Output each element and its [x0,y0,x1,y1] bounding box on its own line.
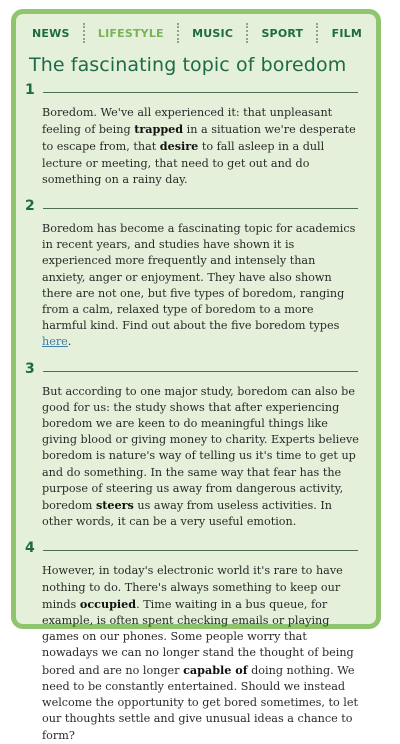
section-rule [43,371,358,372]
nav-item-music[interactable]: MUSIC [192,26,234,40]
section-number: 1 [25,82,35,98]
section-1 [16,80,376,188]
bold-term: occupied [79,596,137,611]
paragraph-text: doing nothing. We need to be constantly entertained. Should we instead welcome the opportunity to get bored sometimes, to let our thoughts settle and give unusual ideas a chance to form? [42,663,358,742]
bold-term: steers [95,498,134,513]
section-paragraph [16,221,376,351]
paragraph-text: However, in today's electronic world it's rare to have nothing to do. There's always something to keep our minds [42,564,343,611]
section-rule [43,92,358,93]
section-number: 2 [25,198,35,215]
nav-separator [246,23,248,43]
nav-item-film[interactable]: FILM [331,26,362,40]
bold-term: desire [159,139,199,154]
section-rule [43,208,358,209]
paragraph-text: us away from useless activities. In other words, it can be a very useful emotion. [42,499,332,529]
bold-term: capable of [183,662,248,677]
section-rule [43,550,358,551]
nav-item-sport[interactable]: SPORT [261,26,304,40]
article-title: The fascinating topic of boredom [29,54,347,76]
section-header [16,359,376,379]
top-nav [16,18,376,48]
nav-separator [83,23,85,43]
section-number: 4 [25,540,35,557]
section-paragraph [16,563,376,743]
paragraph-text: Boredom has become a fascinating topic for academics in recent years, and studies have shown it is experienced more frequently and intensely than anxiety, anger or enjoyment. They have also shown there are not one, but five types of boredom, ranging from a calm, relaxed type of boredom to a more harmful kind. Find out about the five boredom types [42,222,356,333]
section-paragraph [16,384,376,531]
section-paragraph [16,105,376,188]
section-2 [16,196,376,351]
paragraph-text: to fall asleep in a dull lecture or meeting, that need to get out and do something on a rainy day. [42,140,325,186]
section-4 [16,538,376,743]
section-header [16,196,376,216]
nav-separator [316,23,318,43]
section-header [16,80,376,100]
section-number: 3 [25,360,35,377]
paragraph-text: . [67,335,72,349]
paragraph-text: Boredom. We've all experienced it: that unpleasant feeling of being [42,106,333,137]
paragraph-text: . Time waiting in a bus queue, for example, is often spent checking emails or playing games on our phones. Some people worry that nowadays we can no longer stand the thought of being bored and are no longer [42,597,354,677]
inline-link[interactable]: here [42,335,68,349]
section-header [16,538,376,558]
nav-item-news[interactable]: NEWS [32,26,70,40]
nav-separator [177,23,179,43]
paragraph-text: But according to one major study, boredom can also be good for us: the study shows that after experiencing boredom we are keen to do meaningful things like giving blood or giving money to charity. Experts believe boredom is nature's way of telling us it's time to get up and do something. In the same way that fear has the purpose of steering us away from dangerous activity, boredom [42,384,359,513]
paragraph-text: in a situation we're desperate to escape from, that [42,123,356,154]
bold-term: trapped [134,122,184,137]
article-frame [11,9,381,742]
section-3 [16,359,376,531]
nav-item-lifestyle[interactable]: LIFESTYLE [97,26,164,40]
